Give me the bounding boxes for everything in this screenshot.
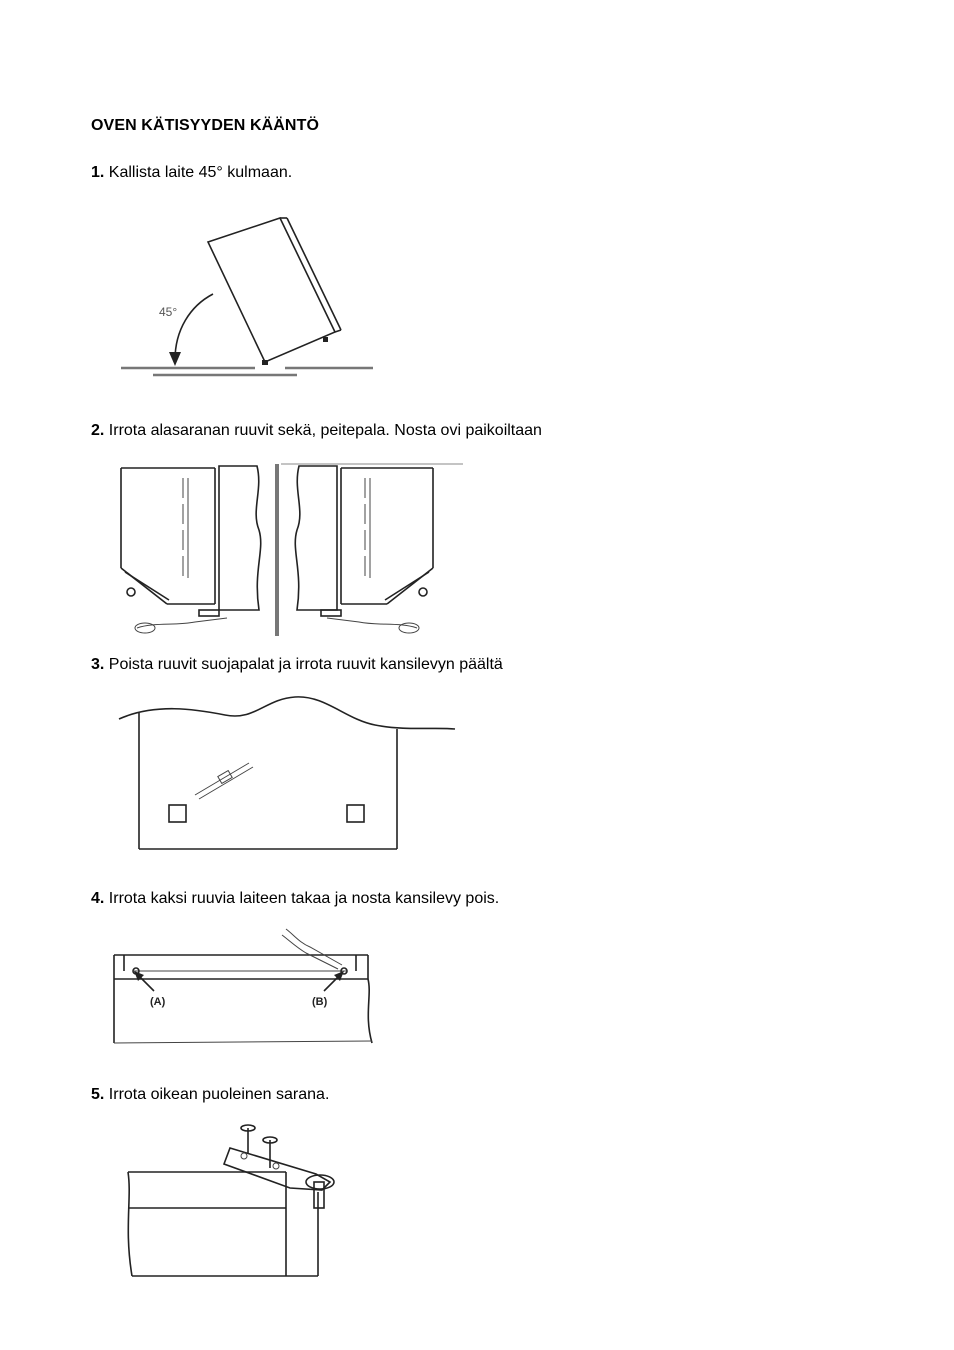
step-4-number: 4.	[91, 890, 105, 907]
step-4-text: Irrota kaksi ruuvia laiteen takaa ja nosta kansilevy pois.	[108, 890, 500, 907]
figure-tilt-45	[115, 210, 385, 380]
step-1-number: 1.	[91, 164, 105, 181]
step-5	[91, 1085, 329, 1105]
figure-lower-hinge	[115, 460, 465, 640]
step-5-text: Irrota oikean puoleinen sarana.	[108, 1086, 330, 1103]
page-title: OVEN KÄTISYYDEN KÄÄNTÖ	[91, 117, 319, 134]
step-3-number: 3.	[91, 656, 105, 673]
step-1-text: Kallista laite 45° kulmaan.	[108, 164, 293, 181]
step-2-text: Irrota alasaranan ruuvit sekä, peitepala. Nosta ovi paikoiltaan	[108, 422, 542, 439]
screw-cap-right	[347, 805, 364, 822]
step-1	[91, 163, 292, 183]
figure-right-hinge	[120, 1118, 350, 1283]
step-5-number: 5.	[91, 1086, 105, 1103]
screw-cap-left	[169, 805, 186, 822]
label-b: (B)	[312, 996, 328, 1008]
step-3-text: Poista ruuvit suojapalat ja irrota ruuvit kansilevyn päältä	[108, 656, 503, 673]
step-2-number: 2.	[91, 422, 105, 439]
cabinet-outline	[208, 218, 335, 362]
figure-back-screws	[110, 925, 380, 1050]
angle-label: 45°	[159, 305, 178, 319]
figure-top-cover-screws	[115, 693, 460, 858]
step-2	[91, 421, 542, 441]
label-a: (A)	[150, 996, 166, 1008]
step-4	[91, 889, 499, 909]
step-3	[91, 655, 503, 675]
tilt-arrow	[175, 294, 213, 360]
